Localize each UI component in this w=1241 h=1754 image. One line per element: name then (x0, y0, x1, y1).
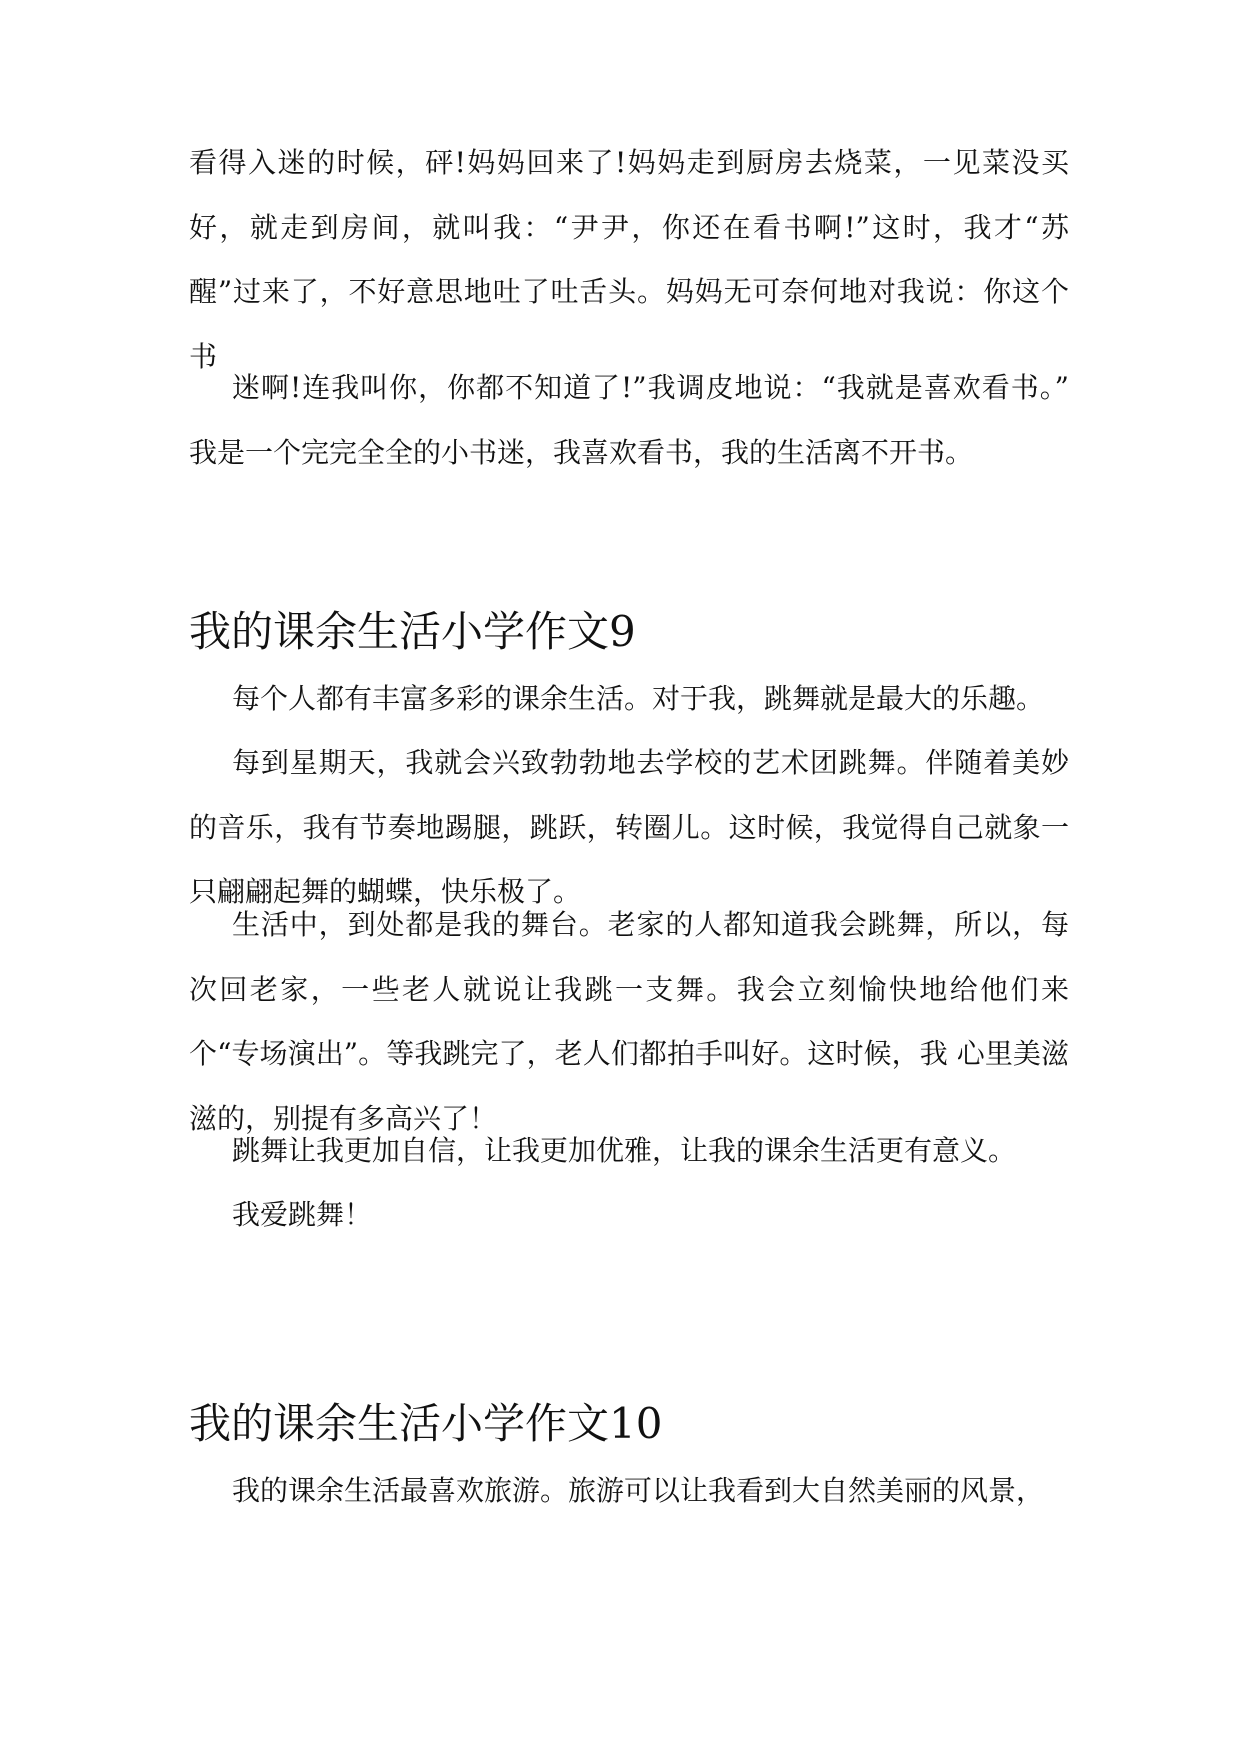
paragraph-top-1: 看得入迷的时候，砰!妈妈回来了!妈妈走到厨房去烧菜，一见菜没买好，就走到房间，就叫我：“尹尹，你还在看书啊!”这时，我才“苏醒”过来了，不好意思地吐了吐舌头。妈妈无可奈何地对我说：你这个书 (189, 146, 1069, 373)
section-9-paragraph-3: 生活中，到处都是我的舞台。老家的人都知道我会跳舞，所以，每次回老家，一些老人就说让我跳一支舞。我会立刻愉快地给他们来个“专场演出”。等我跳完了，老人们都拍手叫好。这时候，我 心里美滋滋的，别提有多高兴了！ (189, 908, 1069, 1135)
section-9-title: 我的课余生活小学作文9 (189, 607, 636, 656)
section-10-paragraph-1: 我的课余生活最喜欢旅游。旅游可以让我看到大自然美丽的风景， (232, 1474, 1045, 1507)
section-9-paragraph-1: 每个人都有丰富多彩的课余生活。对于我，跳舞就是最大的乐趣。 (232, 682, 1045, 715)
section-9-paragraph-4: 跳舞让我更加自信，让我更加优雅，让我的课余生活更有意义。 (232, 1134, 1017, 1167)
section-9-paragraph-5: 我爱跳舞！ (232, 1198, 373, 1231)
document-page (189, 0, 1098, 1754)
paragraph-top-2: 迷啊!连我叫你，你都不知道了!”我调皮地说：“我就是喜欢看书。” 我是一个完完全全的小书迷，我喜欢看书，我的生活离不开书。 (189, 371, 1098, 469)
section-9-paragraph-2: 每到星期天，我就会兴致勃勃地去学校的艺术团跳舞。伴随着美妙的音乐，我有节奏地踢腿，跳跃，转圈儿。这时候，我觉得自己就象一只翩翩起舞的蝴蝶，快乐极了。 (189, 746, 1069, 908)
section-10-title: 我的课余生活小学作文10 (189, 1399, 663, 1448)
